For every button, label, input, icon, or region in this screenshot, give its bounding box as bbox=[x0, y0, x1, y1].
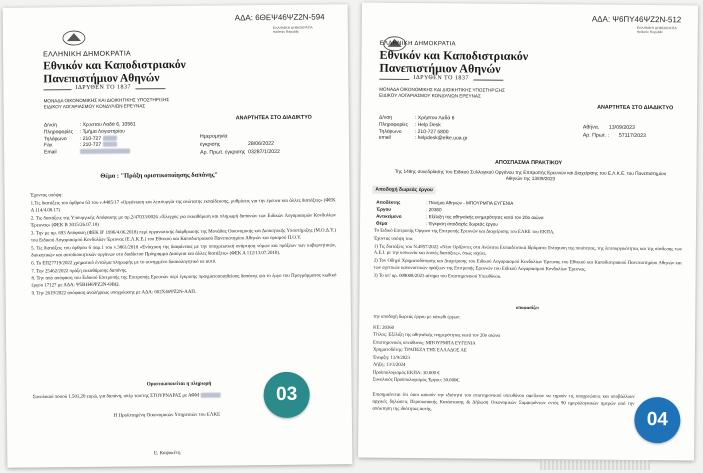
university-crest-icon bbox=[61, 29, 87, 47]
considerations: Το Ειδικό Επιτροπής Όργανο της Επιτροπής Ερευνών και Διαχείρισης του ΕΛΚΕ του ΕΚΠΑ, Έχοντας υπόψη του: 1) Τις διατάξεις του Ν.4957/2022 «Νέοι Ορίζοντες στα Ανώτατα Εκπαιδευτικά Ιδρύματα: Ενίσχυση της ποιότητας, της λειτουργικότητας και της σύνδεσης των Α.Ε.Ι. με την κοινωνία και λοιπές διατάξεις», όπως ισχύει, 2) Τον Οδηγό Χρηματοδότησης και Διαχείρισης του Ειδικού Λογαριασμού Κονδυλίων Έρευνας του Εθνικού και Καποδιστριακού Πανεπιστημίου Αθηνών και των σχετικών κανονιστικών πράξεων της Επιτροπής Ερευνών του Ειδικού Λογαριασμού Κονδυλίων Έρευνας. 3) Το υπ' αρ. 008008/2023 αίτημα του Επιστημονικού Υπευθύνου. bbox=[373, 228, 682, 280]
contact-row: Πληροφορίες : Help Desk bbox=[378, 121, 441, 128]
document-title: ΑΠΟΣΠΑΣΜΑ ΠΡΑΚΤΙΚΟΥ bbox=[495, 159, 563, 167]
contact-row: Δ/νση : Χρ;ιστου Λαδά 6, 10561 bbox=[43, 121, 136, 129]
session-line: Της 148ης συνεδρίασης του Ειδικού Συλλογικού Οργάνου της Επιτροπής Ερευνών και Διαχείρισης του Ε.Λ.Κ.Ε. του Πανεπιστημίου Αθηνών της 13/09/2023 bbox=[394, 168, 667, 182]
table-row: Αποδέκτης : Παν/μιο Αθηνών - ΜΠΟΥΡΜΠΑ ΕΥΓΕΝΙΑ bbox=[376, 199, 514, 206]
acceptance-intro: την αποδοχή δωρεάς έργου με κάτωθι έργων: bbox=[373, 314, 461, 321]
ministry-label: ΕΛΛΗΝΙΚΗ ΔΗΜΟΚΡΑΤΙΑ Hellenic Republic bbox=[636, 25, 677, 34]
divider bbox=[43, 89, 71, 90]
number-badge: 03 bbox=[263, 372, 309, 418]
signatory-title: Η Προϊσταμένη Οικονομικών Υπηρεσιών του ΕΛΚΕ bbox=[113, 412, 221, 419]
divider bbox=[379, 79, 409, 80]
contact-row: email : helpdesk@elke.uoa.gr bbox=[378, 134, 468, 142]
department-label: ΜΟΝΑΔΑ ΟΙΚΟΝΟΜΙΚΗΣ ΚΑΙ ΔΙΟΙΚΗΤΙΚΗΣ ΥΠΟΣΤΗΡΙΞΗΣ ΕΙΔΙΚΟΥ ΛΟΓΑΡΙΑΣΜΟΥ ΚΟΝΔΥΛΙΩΝ ΕΡΕΥΝΑΣ bbox=[379, 86, 505, 99]
contact-row: Δ/νση : Χρήστου Λαδά 6 bbox=[378, 114, 455, 122]
project-details: ΚΕ: 20360 Τίτλος: Εξέλιξη της αθηναϊκής ενημερότητας κατά τον 20ο αιώνα Επιστημονικός υπεύθυνος: ΜΠΟΥΡΜΠΑ ΕΥΓΕΝΙΑ Χρηματοδότης: ΤΡΑΠΕΖΑ ΤΗΣ ΕΛΛΑΔΟΣ ΑΕ Έναρξη: 13/9/2023 Λήξη: 13/3/2024 Προϋπολογισμός ΕΚΠΑ: 30.000 € Συνολικός Προϋπολογισμός Έργου: 30.000€. bbox=[372, 325, 501, 384]
document-right bbox=[358, 3, 698, 461]
contact-row: Τηλέφωνο : 210-727 bbox=[44, 135, 136, 143]
protocol-meta: Αθήνα, 13/09/2023 Αρ. Πρωτ. : 57117/2023 bbox=[582, 124, 646, 139]
contact-block bbox=[379, 115, 468, 143]
table-row: Θέμα : Έγκριση αποδοχής δωρεάς έργου bbox=[376, 221, 498, 228]
contact-row: Fax : 210-727 bbox=[44, 142, 136, 150]
republic-label: ΕΛΛΗΝΙΚΗ ΔΗΜΟΚΡΑΤΙΑ bbox=[379, 40, 456, 48]
decides-heading: αποφασίζει bbox=[515, 305, 539, 312]
founded-label: ΙΔΡΥΘΕΝ ΤΟ 1837 bbox=[75, 84, 132, 92]
contact-row: Τηλέφωνο : 210-727 5800 bbox=[378, 128, 449, 135]
section-heading: Αποδοχή δωρεάς έργου bbox=[372, 186, 436, 195]
closing-note: Επισημαίνεται ότι όσοι ασκούν την ιδιότητα του επιστημονικού υπευθύνου οφείλουν να τηρούν τις υποχρεώσεις και υποβάλλουν αρχικές δηλώσεις Περιουσιακής Κατάστασης & Δήλωση Οικονομικών Συμφερόντων εντός 90 ημερολογιακών ημερών από την απόκτηση της ιδιότητας αυτής. bbox=[372, 392, 635, 412]
project-info-table bbox=[374, 199, 546, 229]
republic-label: ΕΛΛΗΝΙΚΗ ΔΗΜΟΚΡΑΤΙΑ bbox=[43, 50, 132, 59]
contact-row: Email bbox=[44, 148, 136, 156]
divider bbox=[473, 80, 503, 81]
number-badge: 04 bbox=[634, 397, 680, 443]
post-online-flag: ΑΝΑΡΤΗΤΕΑ ΣΤΟ ΔΙΑΔΙΚΤΥΟ bbox=[597, 104, 674, 112]
ada-number: ΑΔΑ: Ψ6ΠΥ46ΨΖ2Ν-512 bbox=[591, 14, 682, 25]
decision-heading: Οριστικοποιείται η πληρωμή bbox=[146, 380, 212, 388]
ada-number: ΑΔΑ: 6ΘΕΨ46ΨΖ2Ν-594 bbox=[234, 12, 325, 23]
divider bbox=[135, 88, 165, 89]
department-label: ΜΟΝΑΔΑ ΟΙΚΟΝΟΜΙΚΗΣ ΚΑΙ ΔΙΟΙΚΗΤΙΚΗΣ ΥΠΟΣΤΗΡΙΞΗΣ ΕΙΔΙΚΟΥ ΛΟΓΑΡΙΑΣΜΟΥ ΚΟΝΔΥΛΙΩΝ ΕΡΕΥΝΑΣ bbox=[43, 97, 170, 110]
decision-text: Συνολικού ποσού 1.501,20 ευρώ, για δαπάνη, υπέρ του/της ΣΤΟΥΡΝΑΡΑΣ με ΑΦΜ bbox=[33, 391, 338, 402]
signatory-name: Ε. Καψοκέτη bbox=[154, 450, 181, 457]
ministry-label: ΕΛΛΗΝΙΚΗ ΔΗΜΟΚΡΑΤΙΑ Hellenic Republic bbox=[272, 25, 313, 34]
table-row: Αντικείμενο : Εξέλιξη της αθηναϊκής ενημερότητας κατά τον 20ο αιώνα bbox=[376, 213, 544, 221]
founded-label: ΙΔΡΥΘΕΝ ΤΟ 1837 bbox=[413, 74, 469, 82]
approval-meta: Ημερομηνία έγκρισης 28/06/2022 Αρ. Πρωτ. έγκρισης 03287/1/2022 bbox=[199, 133, 280, 156]
document-left bbox=[3, 4, 353, 468]
contact-block bbox=[44, 121, 136, 156]
post-online-flag: ΑΝΑΡΤΗΤΕΑ ΣΤΟ ΔΙΑΔΙΚΤΥΟ bbox=[235, 114, 312, 122]
background-texture bbox=[540, 460, 650, 470]
contact-row: Πληροφορίες : Τμήμα Λογιστηρίου bbox=[43, 128, 125, 136]
table-row: Έργου : 20360 bbox=[376, 206, 442, 213]
university-name: Εθνικόν και Καποδιστριακόν Πανεπιστήμιον Αθηνών bbox=[379, 47, 529, 76]
considerations: Έχοντας υπόψη: 1.Τις διατάξεις του άρθρου 63 του ν.4485/17 «Οργάνωση και λειτουργία της ανώτατης εκπαίδευσης, ρυθμίσεις για την έρευνα και άλλες διατάξεις» (ΦΕΚ Α 114/4.08.17) 2. Τις διατάξεις της Υπουργικής Απόφασης με αρ.2/47033/0026 «Έλεγχος για εκκαθάριση και πληρωμή δαπανών των Ειδικών Λογαριασμών Κονδυλίων Έρευνας» (ΦΕΚ Β 3015/26.07.18) 3. Την με αρ. 693 Απόφαση (ΦΕΚ Β' 1996/4.06.2018) περί οργανωτικής διάρθρωσης της Μονάδας Οικονομικής και Διοικητικής Υποστήριξης (Μ.Ο.Δ.Υ.) του Ειδικού Λογαριασμού Κονδυλίων Έρευνας (Ε.Λ.Κ.Ε.) του Εθνικού και Καποδιστριακού Πανεπιστημίου Αθηνών και ορισμού Π.Ο.Υ. 5. Τις διατάξεις του άρθρου 6 παρ.1 του ν.3861/2010 «Ενίσχυση της διαφάνειας με την υποχρεωτική ανάρτηση νόμων και πράξεων των κυβερνητικών, διοικητικών και αυτοδιοικητικών οργάνων στο διαδίκτυο Πρόγραμμα Διαύγεια και άλλες διατάξεις» (ΦΕΚ Α 112/13.07.2010). 6. Το ΕΠ27719/2022 χρηματικό ένταλμα πληρωμής με το συνημμένο δικαιολογητικό σε αυτό. 7. Την 25462/2022 πράξη εκκαθάρισης δαπάνης. 8. Την από απόφαση του Ειδικού Επιτροπής της Επιτροπής Ερευνών περί έγκρισης πραγματοποιηθείσας δαπάνης για το έργο του Προγράμματος κωδικό έργου 17127 με ΑΔΑ: Ψ5ΒΗ46ΨΖ2Ν-ΘΒΩ. 9. Την 2619/2022 απόφαση αναλήψεως υποχρέωσης με ΑΔΑ: 602Χ46ΨΖ2Ν-ΑΑΠ. bbox=[30, 193, 337, 297]
university-name: Εθνικόν και Καποδιστριακόν Πανεπιστήμιον Αθηνών bbox=[43, 58, 186, 86]
subject-line: Θέμα : "Πράξη οριστικοποίησης δαπάνης" bbox=[100, 171, 219, 180]
